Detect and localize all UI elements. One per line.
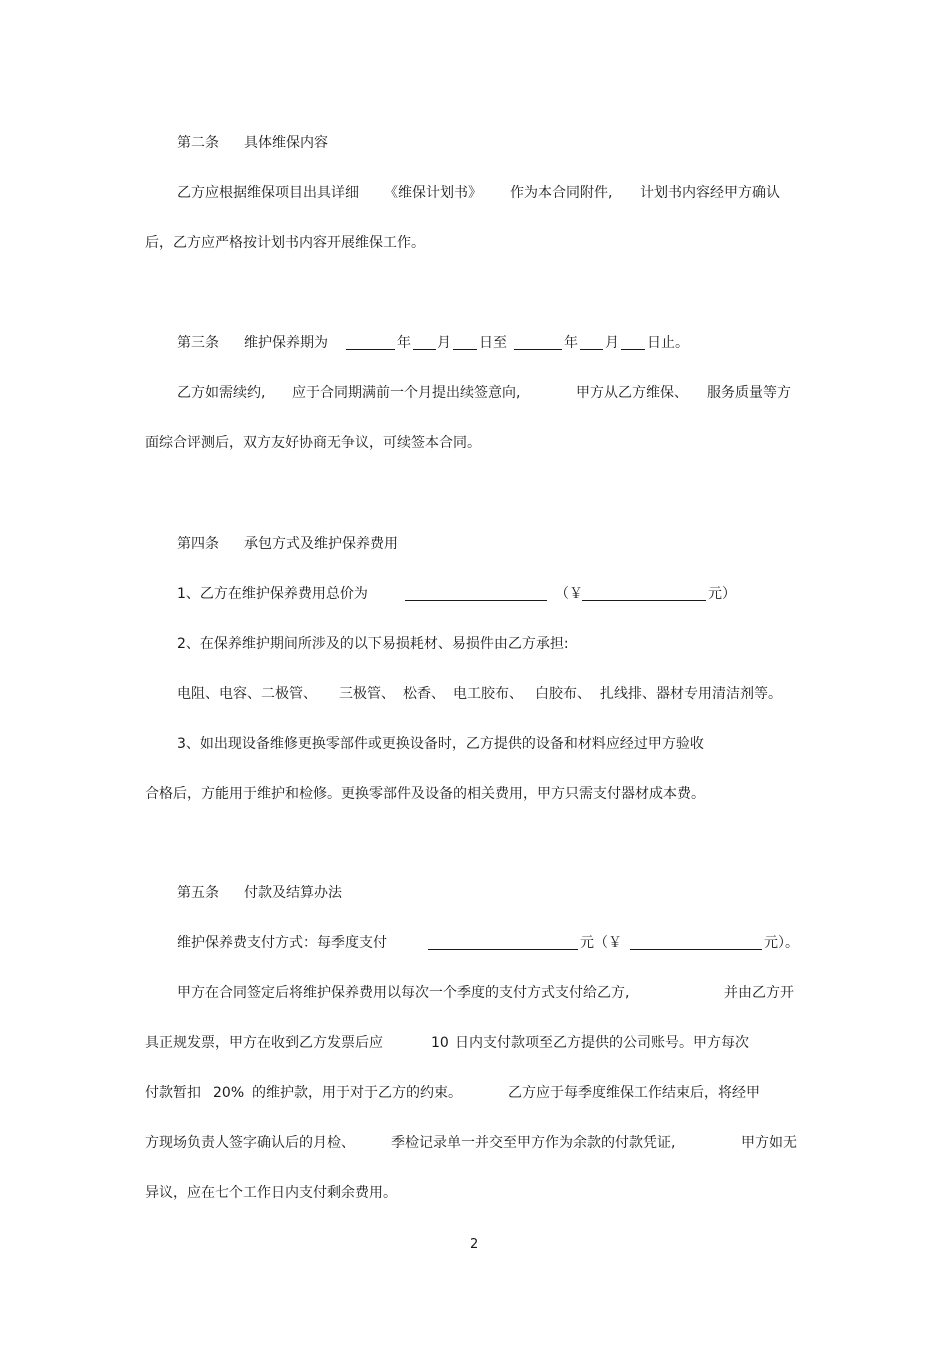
text-segment: 白胶布、 (535, 686, 591, 702)
end-year-blank[interactable] (514, 334, 562, 350)
article-title: 承包方式及维护保养费用 (244, 536, 398, 552)
text-segment: 1、乙方在维护保养费用总价为 (177, 586, 368, 602)
text-segment: 维护保养费支付方式：每季度支付 (177, 935, 387, 951)
text-segment: 日止。 (647, 335, 689, 351)
start-year-blank[interactable] (346, 334, 395, 350)
text-segment: 甲方在合同签定后将维护保养费用以每次一个季度的支付方式支付给乙方, (177, 985, 630, 1001)
text-segment: 后，乙方应严格按计划书内容开展维保工作。 (145, 235, 425, 251)
text-segment: 并由乙方开 (724, 985, 794, 1001)
text-segment: 甲方如无 (741, 1135, 797, 1151)
end-day-blank[interactable] (621, 334, 645, 350)
page-number: 2 (470, 1237, 479, 1252)
text-segment: 乙方应根据维保项目出具详细 (177, 185, 359, 201)
text-segment: 方现场负责人签字确认后的月检、 (145, 1135, 355, 1151)
text-segment: 作为本合同附件, (510, 185, 613, 201)
article-number: 第五条 (177, 885, 219, 901)
end-month-blank[interactable] (580, 334, 603, 350)
text-segment: 应于合同期满前一个月提出续签意向, (292, 385, 521, 401)
text-segment: 元（￥ (580, 935, 622, 951)
text-segment: 甲方从乙方维保、 (576, 385, 688, 401)
quarterly-payment-blank[interactable] (428, 934, 578, 950)
text-segment: 合格后，方能用于维护和检修。更换零部件及设备的相关费用，甲方只需支付器材成本费。 (145, 786, 705, 802)
text-segment: 日内支付款项至乙方提供的公司账号。甲方每次 (455, 1035, 749, 1051)
text-segment: 年 (564, 335, 578, 351)
text-segment: 元）。 (764, 935, 799, 951)
total-price-number-blank[interactable] (582, 585, 706, 601)
text-segment: 乙方如需续约, (177, 385, 266, 401)
text-segment: 20% (213, 1085, 245, 1101)
text-segment: 季检记录单一并交至甲方作为余款的付款凭证, (391, 1135, 676, 1151)
text-segment: 元） (708, 586, 736, 602)
article-number: 第四条 (177, 536, 219, 552)
text-segment: 《维保计划书》 (384, 185, 482, 201)
text-segment: 乙方应于每季度维保工作结束后，将经甲 (508, 1085, 760, 1101)
text-segment: 电工胶布、 (453, 686, 523, 702)
article-number: 第二条 (177, 135, 219, 151)
text-segment: （￥ (555, 586, 583, 602)
text-segment: 月 (605, 335, 619, 351)
text-segment: 服务质量等方 (707, 385, 791, 401)
text-segment: 异议，应在七个工作日内支付剩余费用。 (145, 1185, 397, 1201)
text-segment: 日至 (479, 335, 507, 351)
text-segment: 松香、 (403, 686, 445, 702)
period-label: 维护保养期为 (244, 335, 328, 351)
text-segment: 面综合评测后，双方友好协商无争议，可续签本合同。 (145, 435, 481, 451)
text-segment: 年 (397, 335, 411, 351)
text-segment: 电阻、电容、二极管、 (177, 686, 317, 702)
article-title: 付款及结算办法 (244, 885, 342, 901)
text-segment: 3、如出现设备维修更换零部件或更换设备时，乙方提供的设备和材料应经过甲方验收 (177, 736, 704, 752)
text-segment: 的维护款，用于对于乙方的约束。 (252, 1085, 462, 1101)
text-segment: 三极管、 (339, 686, 395, 702)
text-segment: 月 (437, 335, 451, 351)
start-day-blank[interactable] (453, 334, 477, 350)
text-segment: 2、在保养维护期间所涉及的以下易损耗材、易损件由乙方承担: (177, 636, 569, 652)
article-title: 具体维保内容 (244, 135, 328, 151)
start-month-blank[interactable] (413, 334, 436, 350)
text-segment: 付款暂扣 (145, 1085, 201, 1101)
text-segment: 具正规发票，甲方在收到乙方发票后应 (145, 1035, 383, 1051)
text-segment: 计划书内容经甲方确认 (640, 185, 780, 201)
article-number: 第三条 (177, 335, 219, 351)
text-segment: 10 (431, 1035, 449, 1051)
total-price-blank[interactable] (405, 585, 547, 601)
text-segment: 扎线排、器材专用清洁剂等。 (600, 686, 782, 702)
quarterly-payment-number-blank[interactable] (630, 934, 762, 950)
